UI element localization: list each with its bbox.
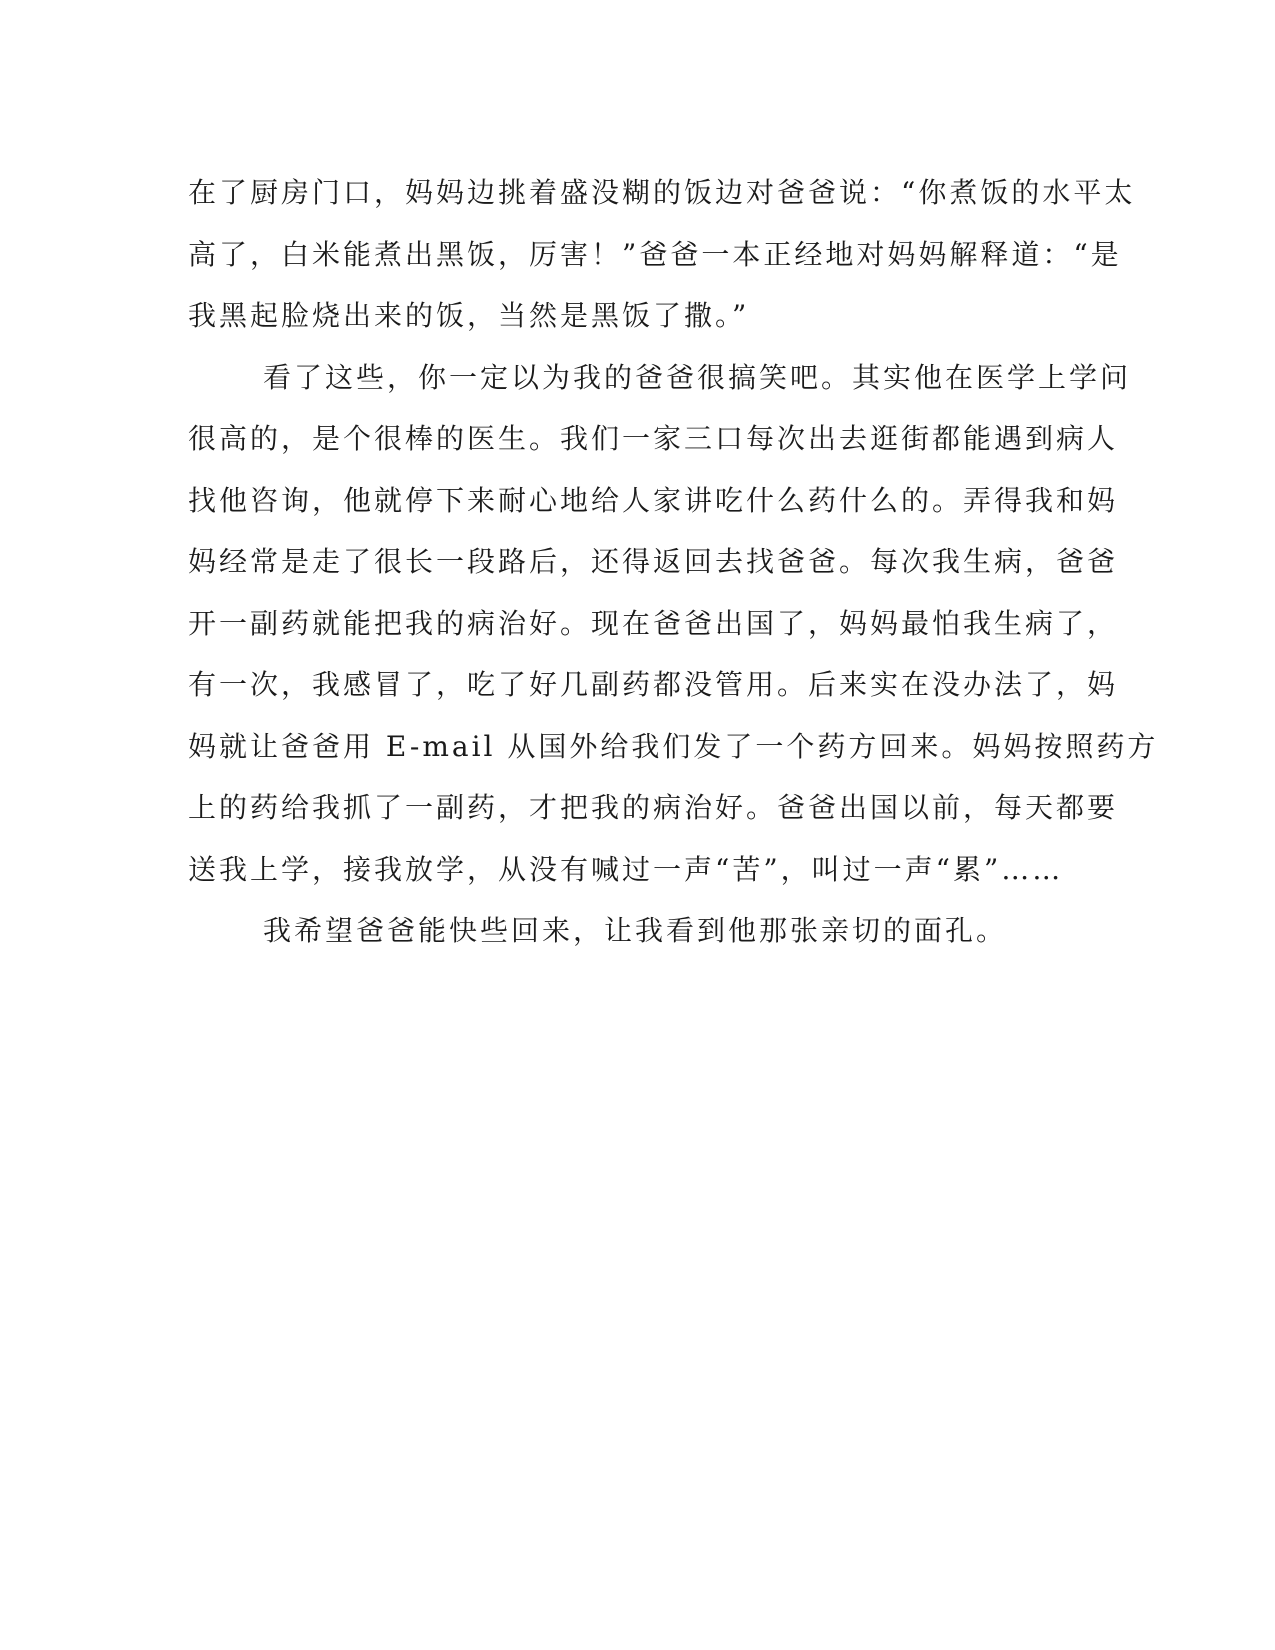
text-line: 我黑起脸烧出来的饭，当然是黑饭了撒。” (188, 299, 750, 332)
paragraph-start-line: 看了这些，你一定以为我的爸爸很搞笑吧。其实他在医学上学问 (263, 360, 1132, 394)
text-line: 高了，白米能煮出黑饭，厉害！”爸爸一本正经地对妈妈解释道：“是 (188, 237, 1122, 271)
text-line: 很高的，是个很棒的医生。我们一家三口每次出去逛街都能遇到病人 (188, 422, 1119, 455)
essay-body (188, 162, 1159, 962)
text-line: 在了厨房门口，妈妈边挑着盛没糊的饭边对爸爸说：“你煮饭的水平太 (188, 176, 1136, 209)
paragraph-start-line: 我希望爸爸能快些回来，让我看到他那张亲切的面孔。 (263, 914, 1008, 947)
text-line: 妈就让爸爸用 E-mail 从国外给我们发了一个药方回来。妈妈按照药方 (188, 729, 1159, 763)
text-line: 上的药给我抓了一副药，才把我的病治好。爸爸出国以前，每天都要 (188, 791, 1119, 824)
text-line: 有一次，我感冒了，吃了好几副药都没管用。后来实在没办法了，妈 (188, 668, 1119, 701)
text-line: 开一副药就能把我的病治好。现在爸爸出国了，妈妈最怕我生病了， (188, 606, 1119, 640)
text-line: 送我上学，接我放学，从没有喊过一声“苦”，叫过一声“累”…… (188, 852, 1064, 886)
text-line: 找他咨询，他就停下来耐心地给人家讲吃什么药什么的。弄得我和妈 (188, 483, 1119, 517)
text-line: 妈经常是走了很长一段路后，还得返回去找爸爸。每次我生病，爸爸 (188, 545, 1119, 578)
